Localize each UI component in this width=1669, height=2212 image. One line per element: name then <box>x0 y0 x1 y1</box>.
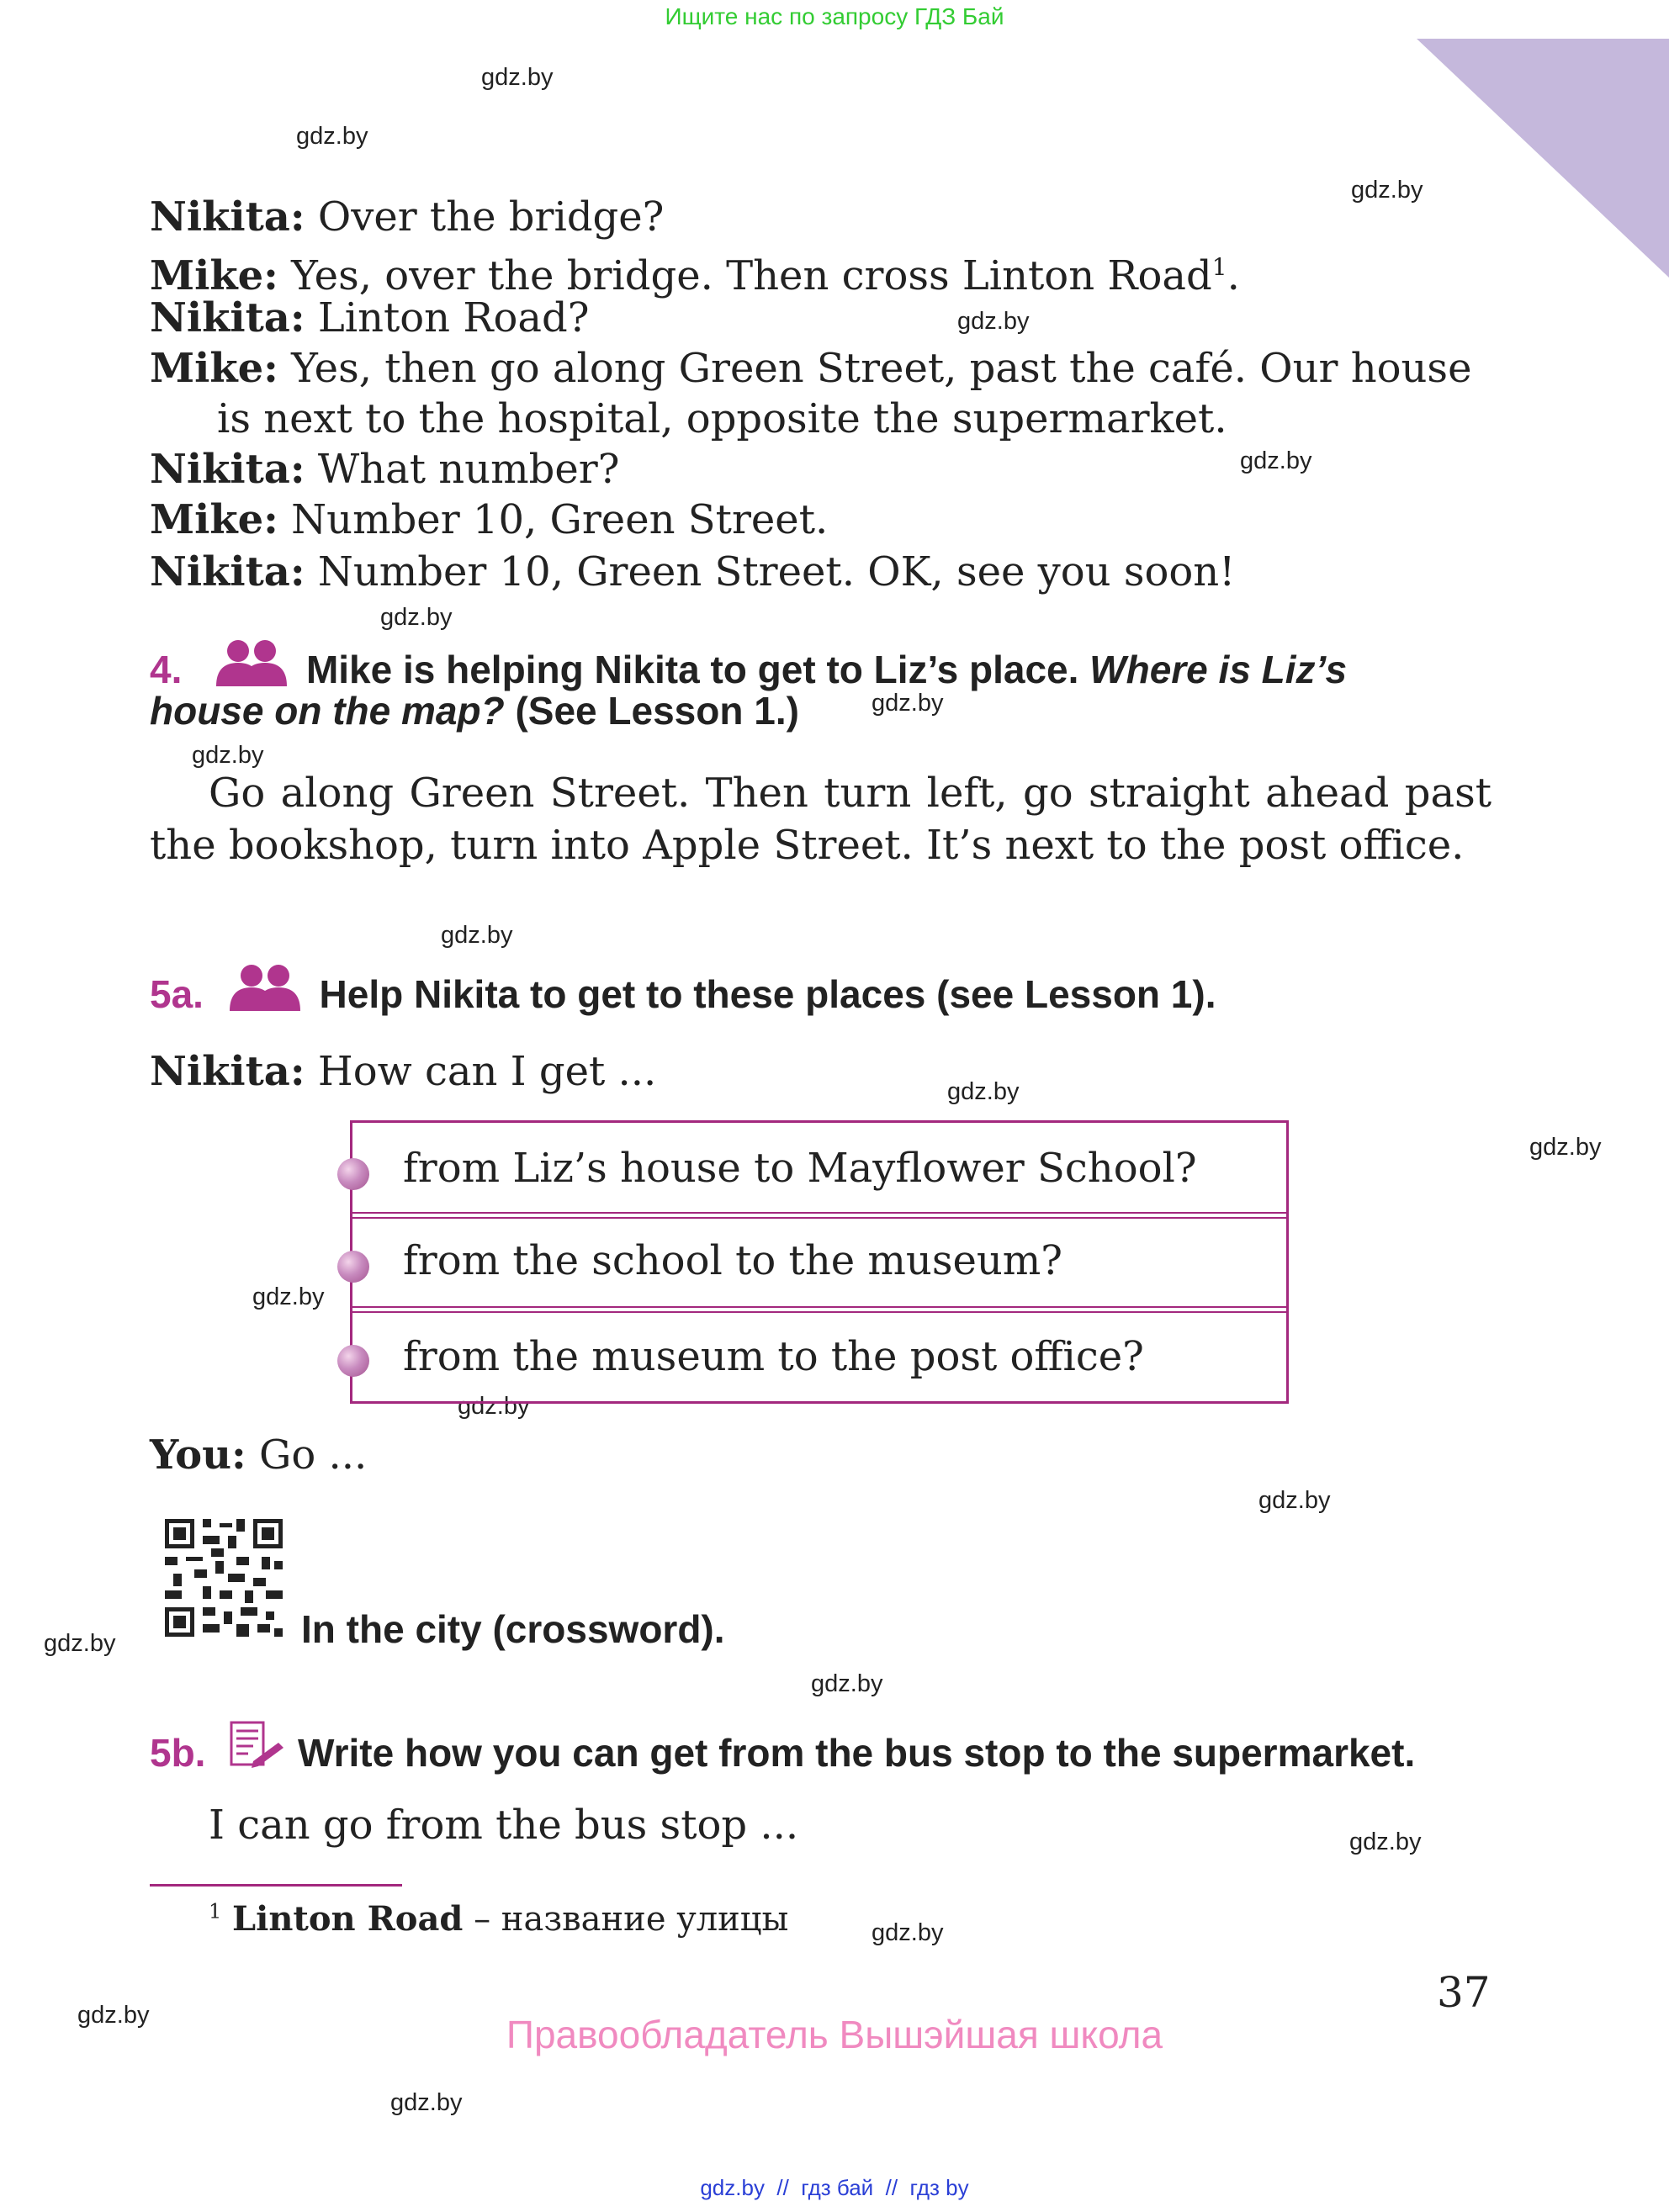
pair-work-icon <box>226 964 304 1011</box>
watermark: gdz.by <box>390 2089 463 2116</box>
dialogue-line: Mike: Yes, then go along Green Street, past the café. Our house <box>150 345 1472 392</box>
watermark: gdz.by <box>77 2002 150 2029</box>
exercise-5b-title: 5b. Write how you can get from the bus stop to the supermarket. <box>150 1721 1415 1775</box>
watermark: gdz.by <box>458 1393 530 1420</box>
exercise-5b-line: I can go from the bus stop ... <box>209 1802 799 1849</box>
list-item: from the school to the museum? <box>403 1237 1063 1284</box>
divider <box>352 1212 1286 1219</box>
writing-icon <box>228 1721 287 1771</box>
list-item: from Liz’s house to Mayflower School? <box>403 1145 1197 1192</box>
exercise-number: 5b. <box>150 1731 206 1775</box>
exercise-4-title: 4. Mike is helping Nikita to get to Liz’s place. Where is Liz’s <box>150 639 1347 692</box>
bottom-links[interactable]: gdz.by // гдз бай // гдз by <box>700 2175 969 2200</box>
footnote: $^1$ Linton Road – название улицы <box>209 1899 789 1939</box>
watermark: gdz.by <box>481 64 554 91</box>
dialogue-line: Nikita: Linton Road? <box>150 294 590 341</box>
pair-work-icon <box>213 639 290 686</box>
bullet-icon <box>337 1345 369 1377</box>
corner-triangle <box>1417 39 1669 278</box>
qr-caption: In the city (crossword). <box>301 1607 725 1651</box>
bullet-icon <box>337 1158 369 1190</box>
watermark: gdz.by <box>947 1078 1020 1105</box>
divider <box>352 1306 1286 1313</box>
watermark: gdz.by <box>872 690 944 717</box>
watermark: gdz.by <box>1351 177 1423 204</box>
list-item: from the museum to the post office? <box>403 1333 1144 1380</box>
footnote-rule <box>150 1884 402 1887</box>
exercise-5a-title: 5a. Help Nikita to get to these places (see Lesson 1). <box>150 964 1216 1017</box>
exercise-5a-prompt: Nikita: How can I get ... <box>150 1048 657 1095</box>
watermark: gdz.by <box>1258 1487 1331 1514</box>
exercise-number: 4. <box>150 648 183 691</box>
watermark: gdz.by <box>1349 1828 1422 1855</box>
exercise-number: 5a. <box>150 972 204 1016</box>
watermark: gdz.by <box>252 1283 325 1310</box>
exercise-4-title-line2: house on the map? (See Lesson 1.) <box>150 689 799 733</box>
page-number: 37 <box>1437 1968 1491 2017</box>
watermark: gdz.by <box>957 308 1030 335</box>
top-banner: Ищите нас по запросу ГДЗ Бай <box>665 3 1004 29</box>
watermark: gdz.by <box>296 123 368 150</box>
exercise-5a-answer: You: Go ... <box>150 1431 368 1479</box>
watermark: gdz.by <box>441 922 513 949</box>
rights-holder: Правообладатель Вышэйшая школа <box>506 2013 1163 2056</box>
dialogue-line: Nikita: Over the bridge? <box>150 193 665 241</box>
places-box <box>350 1120 1289 1404</box>
watermark: gdz.by <box>1240 447 1312 474</box>
bullet-icon <box>337 1251 369 1283</box>
watermark: gdz.by <box>192 742 264 769</box>
watermark: gdz.by <box>1529 1134 1602 1161</box>
dialogue-line: Nikita: Number 10, Green Street. OK, see you soon! <box>150 548 1236 595</box>
dialogue-line: Nikita: What number? <box>150 446 620 493</box>
watermark: gdz.by <box>380 604 453 631</box>
watermark: gdz.by <box>811 1670 883 1697</box>
watermark: gdz.by <box>872 1919 944 1946</box>
qr-code-icon[interactable] <box>165 1519 283 1637</box>
dialogue-line: is next to the hospital, opposite the supermarket. <box>217 395 1227 442</box>
dialogue-line: Mike: Number 10, Green Street. <box>150 496 829 543</box>
watermark: gdz.by <box>44 1630 116 1657</box>
dialogue-line: Mike: Yes, over the bridge. Then cross Linton Road$^1$. <box>150 252 1240 299</box>
exercise-4-paragraph: Go along Green Street. Then turn left, go straight ahead past the bookshop, turn into Apple Street. It’s next to the post office. <box>150 770 1492 869</box>
